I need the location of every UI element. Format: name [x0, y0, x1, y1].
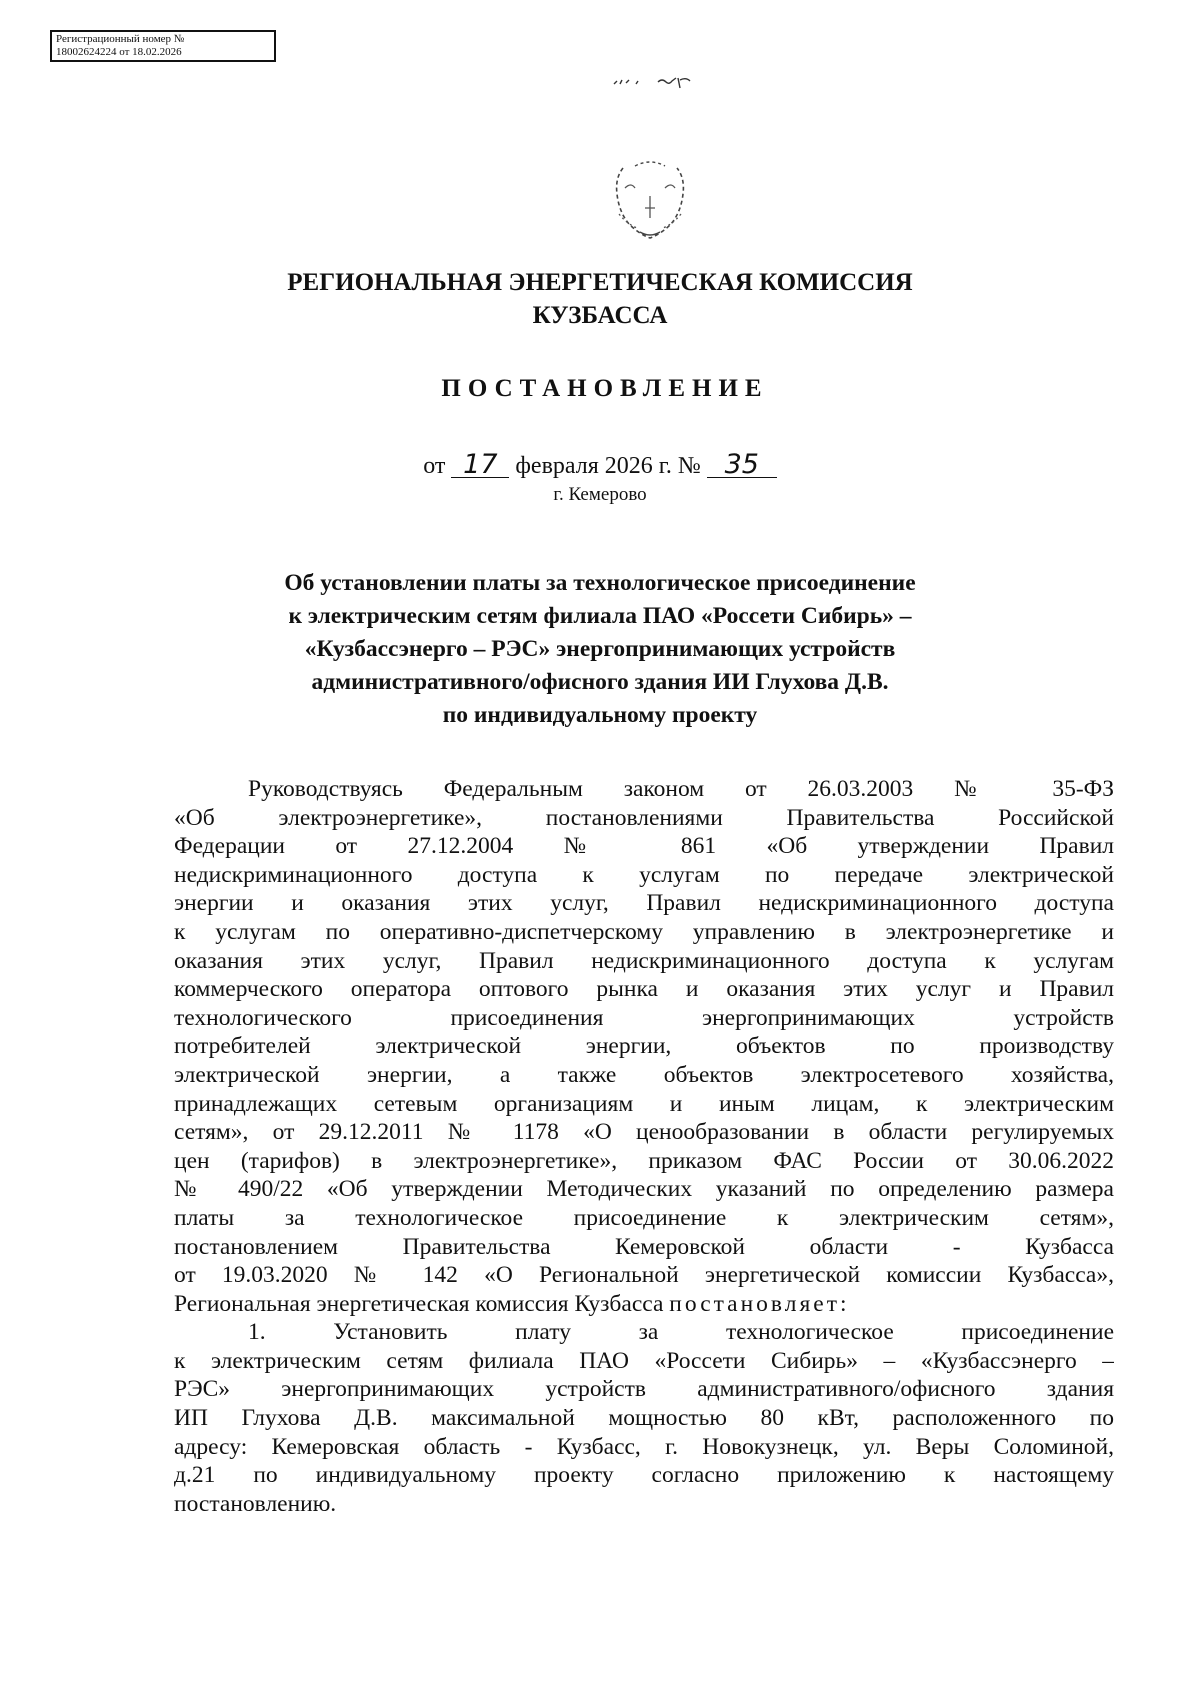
- scan-mark-icon: [612, 72, 696, 94]
- paragraph-line: постановлением Правительства Кемеровской области - Кузбасса: [174, 1233, 1114, 1260]
- document-title: [0, 567, 1200, 732]
- item-line: ИП Глухова Д.В. максимальной мощностью 80 кВт, расположенного по: [174, 1405, 1114, 1432]
- organization-name-line1: РЕГИОНАЛЬНАЯ ЭНЕРГЕТИЧЕСКАЯ КОМИССИЯ: [287, 269, 913, 296]
- date-day-handwritten: 17: [451, 453, 509, 478]
- paragraph-line: потребителей электрической энергии, объектов по производству: [174, 1033, 1114, 1060]
- title-line: к электрическим сетям филиала ПАО «Россети Сибирь» –: [288, 603, 912, 629]
- date-month-year: февраля 2026 г. №: [515, 453, 701, 479]
- paragraph-line: Федерации от 27.12.2004 № 861 «Об утверждении Правил: [174, 833, 1114, 860]
- item-line: 1. Установить плату за технологическое присоединение: [248, 1319, 1114, 1346]
- paragraph-line: Руководствуясь Федеральным законом от 26.03.2003 № 35-ФЗ: [248, 776, 1114, 802]
- paragraph-line: № 490/22 «Об утверждении Методических указаний по определению размера: [174, 1176, 1114, 1203]
- paragraph-line: принадлежащих сетевым организациям и иным лицам, к электрическим: [174, 1090, 1114, 1117]
- organization-name-line2: КУЗБАССА: [532, 302, 668, 329]
- paragraph-line: коммерческого оператора оптового рынка и оказания этих услуг и Правил: [174, 976, 1114, 1003]
- document-type: ПОСТАНОВЛЕНИЕ: [441, 375, 769, 402]
- document-body: [174, 775, 1114, 1518]
- date-line: [0, 449, 1200, 480]
- registration-number: 18002624224 от 18.02.2026: [56, 46, 182, 58]
- title-line: «Кузбассэнерго – РЭС» энергопринимающих устройств: [304, 636, 896, 662]
- paragraph-line: «Об электроэнергетике», постановлениями Правительства Российской: [174, 804, 1114, 831]
- paragraph-line: энергии и оказания этих услуг, Правил недискриминационного доступа: [174, 890, 1114, 917]
- item-line: постановлению.: [174, 1490, 337, 1517]
- date-prefix: от: [423, 453, 446, 479]
- city: г. Кемерово: [553, 484, 647, 505]
- coat-of-arms-icon: [605, 158, 695, 244]
- paragraph-line: сетям», от 29.12.2011 № 1178 «О ценообразовании в области регулируемых: [174, 1119, 1114, 1146]
- paragraph-line: от 19.03.2020 № 142 «О Региональной энергетической комиссии Кузбасса»,: [174, 1262, 1114, 1289]
- title-line: по индивидуальному проекту: [442, 702, 758, 728]
- paragraph-line: электрической энергии, а также объектов электросетевого хозяйства,: [174, 1061, 1114, 1088]
- item-line: адресу: Кемеровская область - Кузбасс, г. Новокузнецк, ул. Веры Соломиной,: [174, 1433, 1114, 1460]
- title-line: административного/офисного здания ИИ Глухова Д.В.: [311, 669, 889, 695]
- paragraph-line: технологического присоединения энергопринимающих устройств: [174, 1004, 1114, 1031]
- resolves-prefix: Региональная энергетическая комиссия Кузбасса: [174, 1290, 664, 1317]
- item-line: д.21 по индивидуальному проекту согласно приложению к настоящему: [174, 1462, 1114, 1489]
- paragraph-line: к услугам по оперативно-диспетчерскому управлению в электроэнергетике и: [174, 918, 1114, 945]
- organization-name: [0, 266, 1200, 332]
- registration-stamp: [50, 30, 276, 62]
- registration-label: Регистрационный номер №: [56, 33, 185, 45]
- item-line: к электрическим сетям филиала ПАО «Россети Сибирь» – «Кузбассэнерго –: [174, 1347, 1114, 1374]
- resolves-line: [174, 1290, 1114, 1319]
- paragraph-line: цен (тарифов) в электроэнергетике», приказом ФАС России от 30.06.2022: [174, 1147, 1114, 1174]
- paragraph-line: платы за технологическое присоединение к электрическим сетям»,: [174, 1204, 1114, 1231]
- resolves-word: постановляет:: [669, 1290, 850, 1317]
- paragraph-line: недискриминационного доступа к услугам по передаче электрической: [174, 861, 1114, 888]
- document-number-handwritten: 35: [707, 453, 777, 478]
- paragraph-line: оказания этих услуг, Правил недискриминационного доступа к услугам: [174, 947, 1114, 974]
- title-line: Об установлении платы за технологическое присоединение: [284, 570, 916, 596]
- item-line: РЭС» энергопринимающих устройств административного/офисного здания: [174, 1376, 1114, 1403]
